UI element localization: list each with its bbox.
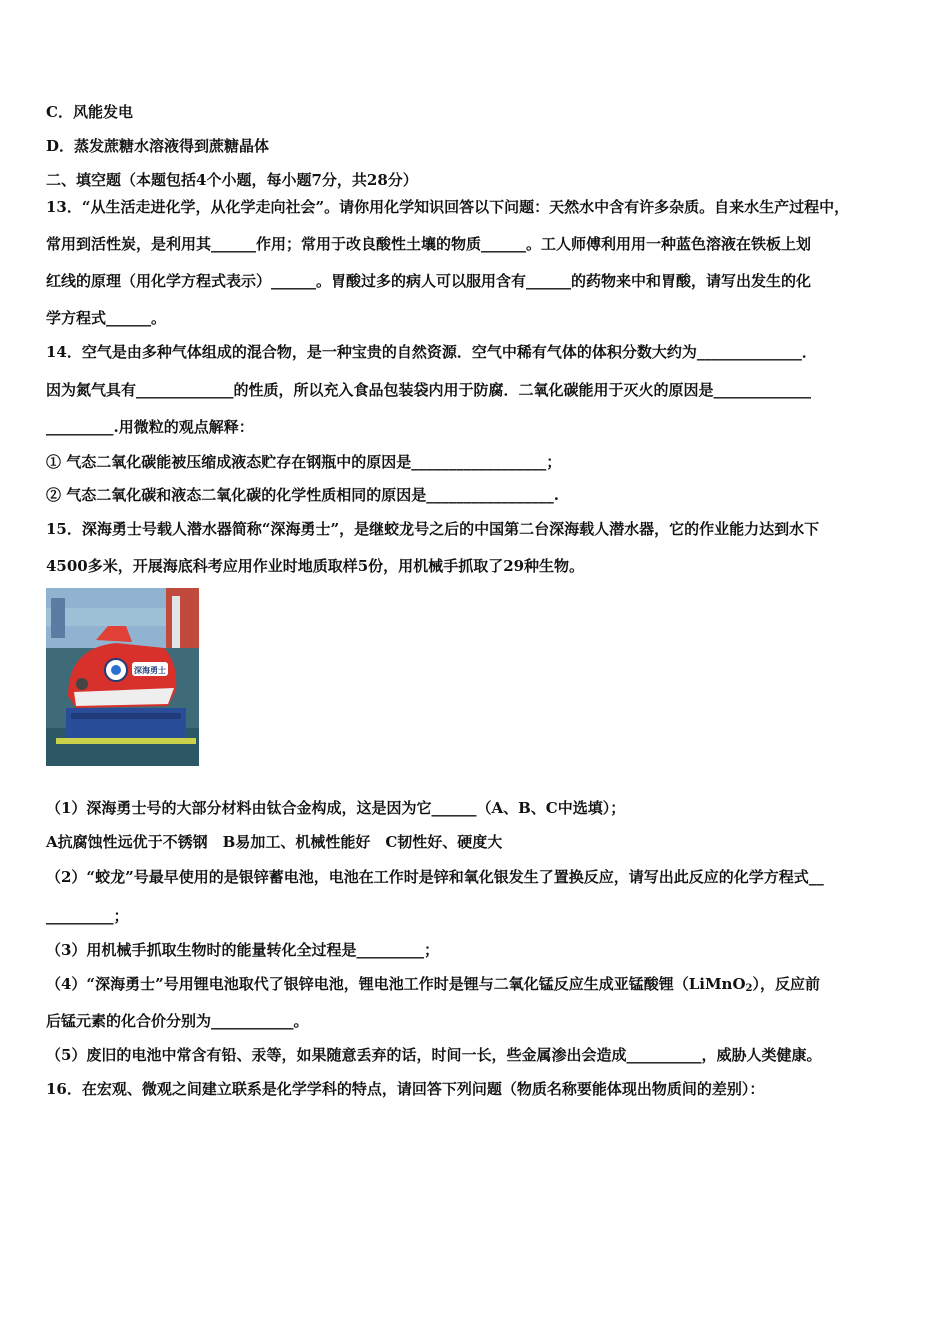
subscript: 2: [745, 983, 753, 994]
option-c: C．风能发电: [46, 103, 133, 121]
q16-line-1: 16．在宏观、微观之间建立联系是化学学科的特点，请回答下列问题（物质名称要能体现出物质间的差别）：: [46, 1080, 765, 1098]
q13-line-4: 学方程式______。: [46, 309, 167, 327]
q15-part-3: （3）用机械手抓取生物时的能量转化全过程是_________；: [46, 941, 439, 959]
option-d: D．蒸发蔗糖水溶液得到蔗糖晶体: [46, 137, 270, 155]
q15-part-2-line-2: _________；: [46, 907, 129, 925]
q15-part-2-line-1: （2）“蛟龙”号最早使用的是银锌蓄电池，电池在工作时是锌和氧化银发生了置换反应，请写出此反应的化学方程式__: [46, 868, 824, 886]
q13-line-2: 常用到活性炭，是利用其______作用；常用于改良酸性土壤的物质______。工人师傅利用用一种蓝色溶液在铁板上划: [46, 235, 812, 253]
q15-part-4-text-a: （4）“深海勇士”号用锂电池取代了银锌电池，锂电池工作时是锂与二氧化锰反应生成亚锰酸锂（LiMnO: [46, 975, 746, 993]
q13-line-1: 13．“从生活走进化学，从化学走向社会”。请你用化学知识回答以下问题：天然水中含有许多杂质。自来水生产过程中，: [46, 198, 850, 216]
q14-line-3: _________.用微粒的观点解释：: [46, 418, 254, 436]
photo-label: 深海勇士: [134, 666, 166, 675]
q15-part-5: （5）废旧的电池中常含有铅、汞等，如果随意丢弃的话，时间一长，些金属渗出会造成__________，威胁人类健康。: [46, 1046, 822, 1064]
q15-part-1: （1）深海勇士号的大部分材料由钛合金构成，这是因为它______（A、B、C中选填）；: [46, 799, 626, 817]
q15-part-4-line-1: [46, 974, 820, 999]
submersible-illustration: [46, 588, 199, 766]
q14-line-5: ② 气态二氧化碳和液态二氧化碳的化学性质相同的原因是_________________.: [46, 486, 559, 504]
q14-line-4: ① 气态二氧化碳能被压缩成液态贮存在钢瓶中的原因是__________________；: [46, 453, 562, 471]
q15-line-2: 4500多米，开展海底科考应用作业时地质取样5份，用机械手抓取了29种生物。: [46, 557, 585, 575]
submersible-photo: [46, 588, 199, 766]
q15-part-4-text-b: ），反应前: [752, 975, 821, 993]
q15-part-1-options: A抗腐蚀性远优于不锈钢 B易加工、机械性能好 C韧性好、硬度大: [46, 833, 503, 851]
q13-line-3: 红线的原理（用化学方程式表示）______。胃酸过多的病人可以服用含有______的药物来中和胃酸，请写出发生的化: [46, 272, 812, 290]
q15-part-4-line-2: 后锰元素的化合价分别为___________。: [46, 1012, 309, 1030]
section-heading: 二、填空题（本题包括4个小题，每小题7分，共28分）: [46, 171, 418, 189]
q14-line-1: 14．空气是由多种气体组成的混合物，是一种宝贵的自然资源．空气中稀有气体的体积分数大约为______________．: [46, 343, 817, 361]
q15-line-1: 15．深海勇士号载人潜水器简称“深海勇士”，是继蛟龙号之后的中国第二台深海载人潜水器，它的作业能力达到水下: [46, 520, 820, 538]
q14-line-2: 因为氮气具有_____________的性质，所以充入食品包装袋内用于防腐．二氧化碳能用于灭火的原因是_____________: [46, 381, 812, 399]
